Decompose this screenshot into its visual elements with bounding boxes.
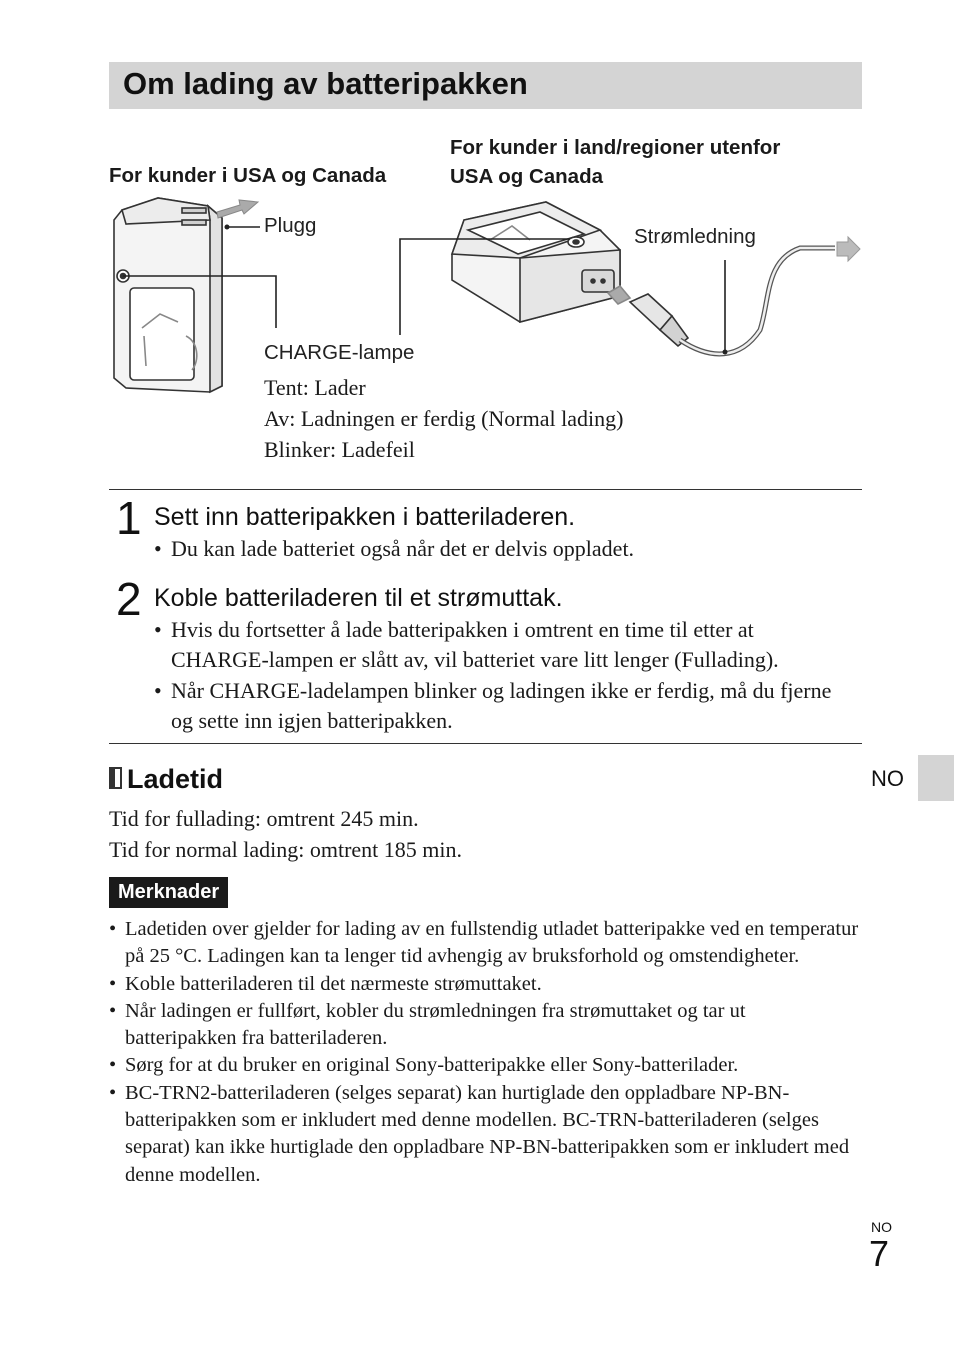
step-2-heading: Koble batteriladeren til et strømuttak. — [154, 584, 563, 612]
charge-lamp-label: CHARGE-lampe — [264, 341, 415, 364]
note-item: • Når ladingen er fullført, kobler du strømledningen fra strømuttaket og tar ut batteripakken fra batteriladeren. — [109, 999, 746, 1050]
note-item: • BC-TRN2-batteriladeren (selges separat) kan hurtiglade den oppladbare NP-BN-batteripakken som er inkludert med denne modellen. BC-TRN-batteriladeren (selges separat) kan ikke hurtiglade den oppladbare NP-BN-batteripakken som er inkludert med denne modellen. — [109, 1081, 850, 1186]
power-cord-image — [608, 248, 835, 354]
usa-charger-image — [114, 198, 222, 392]
note-item: • Sørg for at du bruker en original Sony-batteripakke eller Sony-batterilader. — [109, 1054, 739, 1077]
international-charger-image — [452, 202, 620, 322]
step-1-bullet: • Du kan lade batteriet også når det er delvis oppladet. — [154, 536, 635, 561]
notes-list — [109, 916, 859, 1189]
language-side-tab — [918, 755, 954, 801]
note-item: • Ladetiden over gjelder for lading av en fullstendig utladet batteripakke ved en temperatur på 25 °C. Ladingen kan ta lenger tid avhengig av bruksforhold og omstendigheter. — [109, 918, 859, 968]
usa-canada-label: For kunder i USA og Canada — [109, 164, 387, 187]
step-1-number: 1 — [116, 492, 142, 544]
page-language-code: NO — [871, 1219, 892, 1235]
plug-arrow-icon — [217, 200, 258, 218]
status-charging: Tent: Lader — [264, 375, 366, 400]
language-tab-label: NO — [871, 766, 904, 791]
other-regions-label: For kunder i land/regioner utenfor USA og Canada — [450, 136, 781, 188]
full-charge-time: Tid for fullading: omtrent 245 min. — [109, 806, 419, 831]
page-number: 7 — [869, 1233, 890, 1274]
plug-label: Plugg — [264, 214, 317, 237]
section-title-bar — [109, 62, 862, 109]
power-cord-label: Strømledning — [634, 225, 756, 248]
step-2-bullet-2: • Når CHARGE-ladelampen blinker og ladingen ikke er ferdig, må du fjerne og sette inn igjen batteripakken. — [154, 678, 832, 733]
divider-top — [109, 489, 862, 490]
charging-time-heading: Ladetid — [109, 764, 223, 795]
notes-badge: Merknader — [109, 877, 228, 908]
status-done: Av: Ladningen er ferdig (Normal lading) — [264, 406, 624, 431]
step-2-bullet-1: • Hvis du fortsetter å lade batteripakken i omtrent en time til etter at CHARGE-lampen er slått av, vil batteriet vare litt lenger (Fullading). — [154, 617, 779, 672]
step-1-heading: Sett inn batteripakken i batteriladeren. — [154, 503, 576, 531]
cord-arrow-icon — [837, 237, 860, 261]
section-marker-icon — [109, 767, 122, 789]
page-title: Om lading av batteripakken — [123, 66, 528, 101]
charger-illustration — [100, 190, 870, 400]
note-item: • Koble batteriladeren til det nærmeste strømuttaket. — [109, 972, 542, 995]
divider-bottom — [109, 743, 862, 744]
normal-charge-time: Tid for normal lading: omtrent 185 min. — [109, 837, 462, 862]
charging-times — [109, 803, 462, 865]
step-2-number: 2 — [116, 573, 142, 625]
charge-lamp-status — [264, 372, 623, 465]
status-error: Blinker: Ladefeil — [264, 437, 415, 462]
